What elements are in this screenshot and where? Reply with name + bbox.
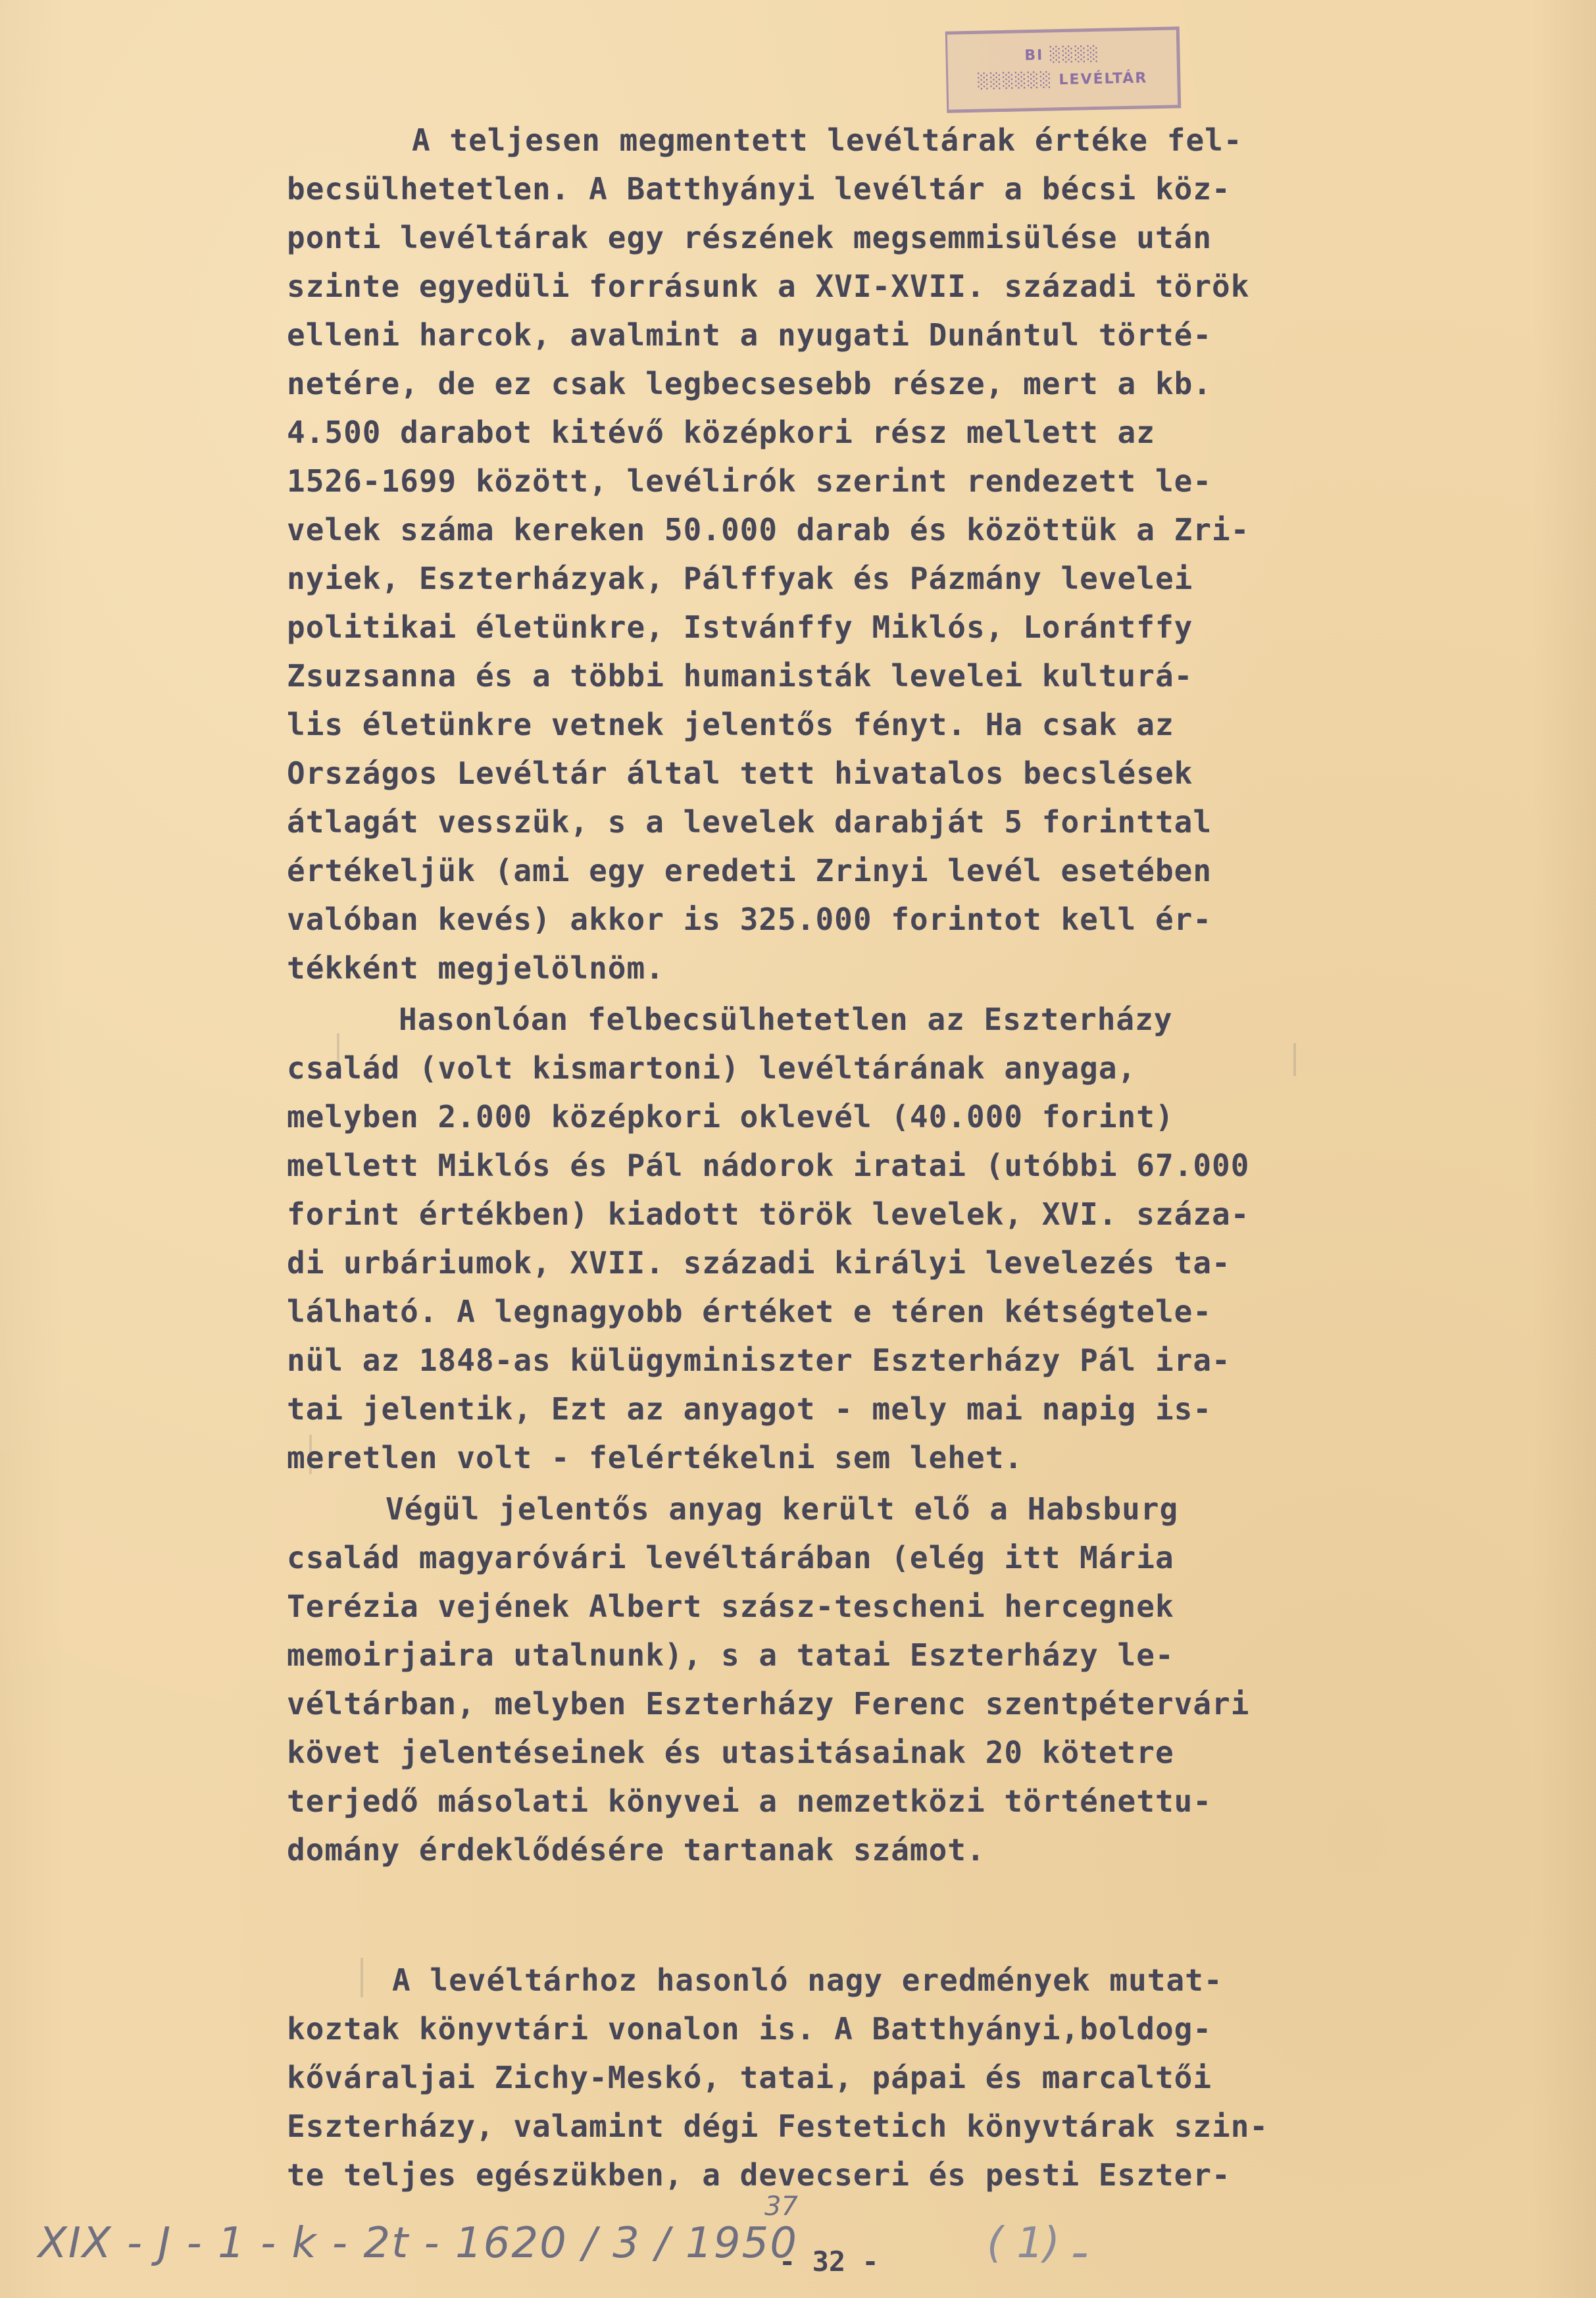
text-line: lis életünkre vetnek jelentős fényt. Ha csak az: [287, 707, 1174, 742]
pencil-marks: ( 1) ـ: [987, 2219, 1086, 2268]
stamp-line-2: ░░░░░░ LEVÉLTÁR: [978, 70, 1148, 90]
text-line: Hasonlóan felbecsülhetetlen az Eszterházy: [399, 1002, 1173, 1037]
handwritten-folio-number: 37: [764, 2191, 798, 2222]
text-line: terjedő másolati könyvei a nemzetközi történettu-: [287, 1783, 1212, 1819]
text-line: 4.500 darabot kitévő középkori rész mellett az: [287, 415, 1155, 450]
text-line: nyiek, Eszterházyak, Pálffyak és Pázmány levelei: [287, 561, 1193, 596]
text-line: Zsuzsanna és a többi humanisták levelei kulturá-: [287, 658, 1193, 694]
text-line: tékként megjelölnöm.: [287, 950, 664, 986]
text-line: netére, de ez csak legbecsesebb része, mert a kb.: [287, 366, 1212, 401]
text-line: Országos Levéltár által tett hivatalos becslések: [287, 755, 1193, 791]
text-line: kőváraljai Zichy-Meskó, tatai, pápai és marcaltői: [287, 2060, 1212, 2095]
handwritten-archive-reference: XIX - J - 1 - k - 2t - 1620 / 3 / 1950: [38, 2219, 798, 2268]
text-line: A teljesen megmentett levéltárak értéke fel-: [412, 122, 1243, 158]
text-line: becsülhetetlen. A Batthyányi levéltár a bécsi köz-: [287, 171, 1231, 207]
page-number: - 32 -: [779, 2245, 879, 2278]
text-line: lálható. A legnagyobb értéket e téren kétségtele-: [287, 1294, 1212, 1329]
text-line: család magyaróvári levéltárában (elég itt Mária: [287, 1540, 1174, 1575]
text-line: követ jelentéseinek és utasitásainak 20 kötetre: [287, 1735, 1174, 1770]
margin-mark: [1293, 1043, 1296, 1076]
text-line: mellett Miklós és Pál nádorok iratai (utóbbi 67.000: [287, 1148, 1250, 1183]
text-line: értékeljük (ami egy eredeti Zrinyi levél esetében: [287, 853, 1212, 888]
text-line: A levéltárhoz hasonló nagy eredmények mutat-: [392, 1962, 1223, 1998]
margin-mark: [361, 1958, 363, 1997]
text-line: 1526-1699 között, levélirók szerint rendezett le-: [287, 463, 1212, 499]
text-line: di urbáriumok, XVII. századi királyi levelezés ta-: [287, 1245, 1231, 1281]
text-line: koztak könyvtári vonalon is. A Batthyányi,boldog-: [287, 2011, 1212, 2047]
text-line: nül az 1848-as külügyminiszter Eszterházy Pál ira-: [287, 1342, 1231, 1378]
text-line: forint értékben) kiadott török levelek, XVI. száza-: [287, 1196, 1250, 1232]
text-line: véltárban, melyben Eszterházy Ferenc szentpétervári: [287, 1686, 1250, 1722]
text-line: átlagát vesszük, s a levelek darabját 5 forinttal: [287, 804, 1212, 840]
text-line: domány érdeklődésére tartanak számot.: [287, 1832, 985, 1868]
text-line: te teljes egészükben, a devecseri és pesti Eszter-: [287, 2157, 1231, 2193]
text-line: velek száma kereken 50.000 darab és közöttük a Zri-: [287, 512, 1250, 548]
text-line: Terézia vejének Albert szász-tescheni hercegnek: [287, 1589, 1174, 1624]
text-line: meretlen volt - felértékelni sem lehet.: [287, 1440, 1024, 1475]
text-line: elleni harcok, avalmint a nyugati Dunántul törté-: [287, 317, 1212, 353]
archive-stamp: [945, 26, 1182, 113]
text-line: politikai életünkre, Istvánffy Miklós, Lorántffy: [287, 609, 1193, 645]
stamp-line-1: BI ░░░░: [1024, 45, 1100, 64]
text-line: Eszterházy, valamint dégi Festetich könyvtárak szin-: [287, 2108, 1269, 2144]
text-line: melyben 2.000 középkori oklevél (40.000 forint): [287, 1099, 1174, 1135]
text-line: valóban kevés) akkor is 325.000 forintot kell ér-: [287, 902, 1212, 937]
text-line: szinte egyedüli forrásunk a XVI-XVII. századi török: [287, 268, 1250, 304]
text-line: tai jelentik, Ezt az anyagot - mely mai napig is-: [287, 1391, 1212, 1427]
text-line: memoirjaira utalnunk), s a tatai Eszterházy le-: [287, 1637, 1174, 1673]
text-line: ponti levéltárak egy részének megsemmisülése után: [287, 220, 1212, 255]
text-line: család (volt kismartoni) levéltárának anyaga,: [287, 1050, 1137, 1086]
text-line: Végül jelentős anyag került elő a Habsburg: [386, 1491, 1179, 1527]
